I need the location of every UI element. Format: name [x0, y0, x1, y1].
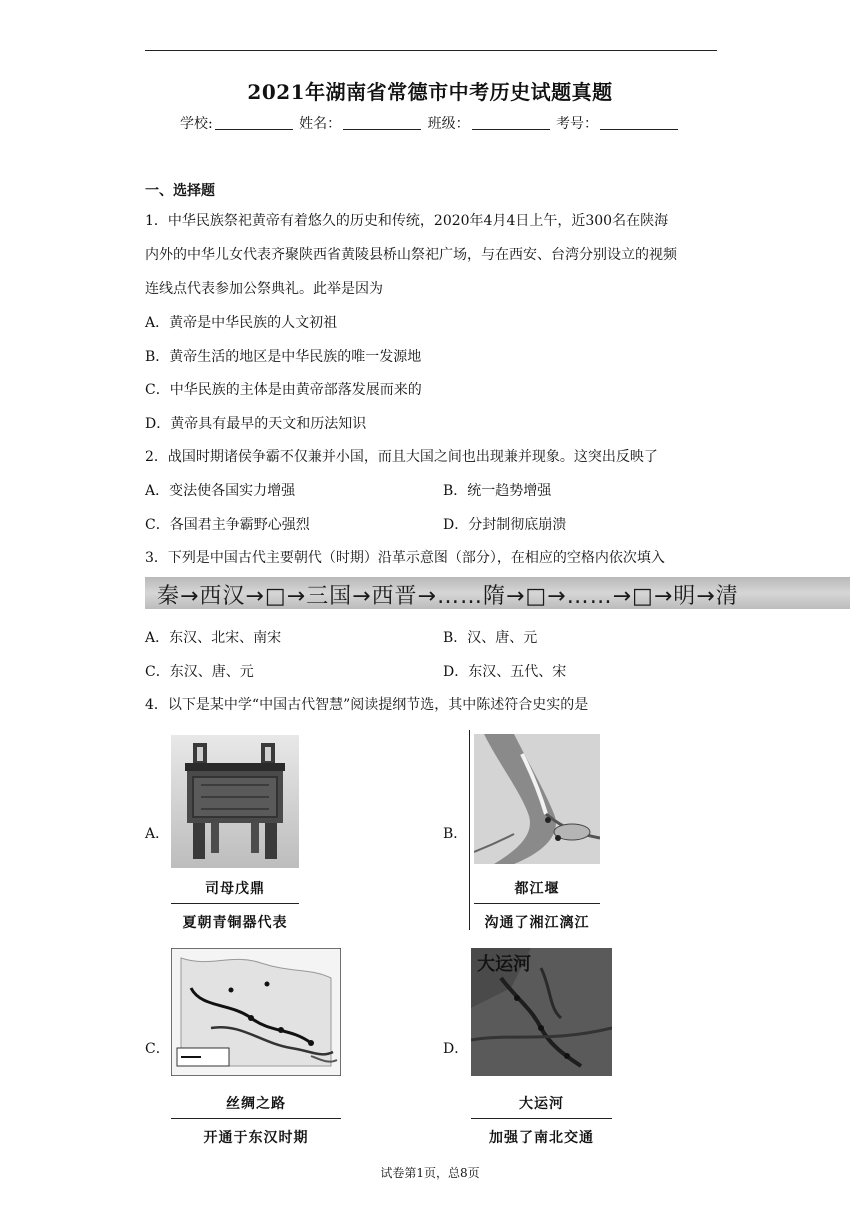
caption-divider: [171, 903, 299, 904]
q4-item-b-name: 都江堰: [514, 881, 560, 897]
q3-option-b: B．汉、唐、元: [443, 630, 538, 646]
name-blank: [343, 115, 421, 130]
q1-option-a: A．黄帝是中华民族的人文初祖: [145, 315, 338, 331]
canal-map-icon: [471, 948, 612, 1076]
q4-item-d-letter: D．: [443, 1041, 469, 1057]
name-label: 姓名：: [299, 116, 342, 132]
q2-stem: 2．战国时期诸侯争霸不仅兼并小国，而且大国之间也出现兼并现象。这突出反映了: [145, 449, 658, 465]
q3-option-c: C．东汉、唐、元: [145, 664, 254, 680]
dynasty-sequence-text: 秦→西汉→□→三国→西晋→……隋→□→……→□→明→清: [157, 584, 739, 609]
school-label: 学校:: [179, 116, 213, 132]
q3-option-a: A．东汉、北宋、南宋: [145, 630, 282, 646]
q4-item-a-letter: A．: [145, 826, 170, 842]
route-map-icon: [171, 948, 341, 1076]
q1-stem-line-3: 连线点代表参加公祭典礼。此举是因为: [145, 281, 383, 297]
q4-item-c-letter: C．: [145, 1041, 170, 1057]
class-blank: [472, 115, 550, 130]
dynasty-sequence-image: [145, 577, 850, 609]
q4-item-c-desc: 开通于东汉时期: [203, 1130, 309, 1146]
exam-number-label: 考号：: [556, 116, 599, 132]
river-map-icon: [474, 734, 600, 864]
section-title: 一、选择题: [145, 183, 215, 199]
q1-stem-line-2: 内外的中华儿女代表齐聚陕西省黄陵县桥山祭祀广场，与在西安、台湾分别设立的视频: [145, 247, 677, 263]
q1-stem-line-1: 1．中华民族祭祀黄帝有着悠久的历史和传统，2020年4月4日上午，近300名在陕海: [145, 213, 669, 229]
bronze-ding-icon: [171, 735, 299, 868]
q4-item-a-name: 司母戊鼎: [205, 881, 265, 897]
caption-divider: [474, 903, 600, 904]
q4-item-a-desc: 夏朝青铜器代表: [182, 915, 288, 931]
q4-item-d-name: 大运河: [519, 1096, 564, 1112]
page-title: 2021年湖南省常德市中考历史试题真题: [247, 80, 613, 104]
q3-stem: 3．下列是中国古代主要朝代（时期）沿革示意图（部分），在相应的空格内依次填入: [145, 550, 665, 566]
dujiangyan-map: [474, 734, 600, 864]
q1-option-b: B．黄帝生活的地区是中华民族的唯一发源地: [145, 349, 422, 365]
page-footer: 试卷第1页，总8页: [380, 1166, 480, 1180]
header-rule: [145, 50, 717, 51]
class-label: 班级：: [427, 116, 470, 132]
q2-option-c: C．各国君主争霸野心强烈: [145, 517, 310, 533]
image-border: [469, 730, 470, 930]
q4-item-b-desc: 沟通了湘江漓江: [484, 915, 590, 931]
q3-option-d: D．东汉、五代、宋: [443, 664, 567, 680]
q4-stem: 4．以下是某中学“中国古代智慧”阅读提纲节选，其中陈述符合史实的是: [145, 697, 589, 713]
q2-option-a: A．变法使各国实力增强: [145, 483, 296, 499]
caption-divider: [471, 1118, 612, 1119]
student-info-line: [0, 113, 860, 133]
q4-item-c-name: 丝绸之路: [226, 1096, 286, 1112]
q2-option-b: B．统一趋势增强: [443, 483, 552, 499]
ding-photo: [171, 735, 299, 868]
silk-road-map: [171, 948, 341, 1076]
caption-divider: [171, 1118, 341, 1119]
school-blank: [215, 115, 293, 130]
q4-item-b-letter: B．: [443, 826, 468, 842]
q2-option-d: D．分封制彻底崩溃: [443, 517, 567, 533]
q4-item-d-desc: 加强了南北交通: [489, 1130, 594, 1146]
map-title: 大运河: [477, 954, 531, 975]
q1-option-c: C．中华民族的主体是由黄帝部落发展而来的: [145, 382, 422, 398]
grand-canal-map: [471, 948, 612, 1076]
exam-number-blank: [600, 115, 678, 130]
q1-option-d: D．黄帝具有最早的天文和历法知识: [145, 416, 367, 432]
